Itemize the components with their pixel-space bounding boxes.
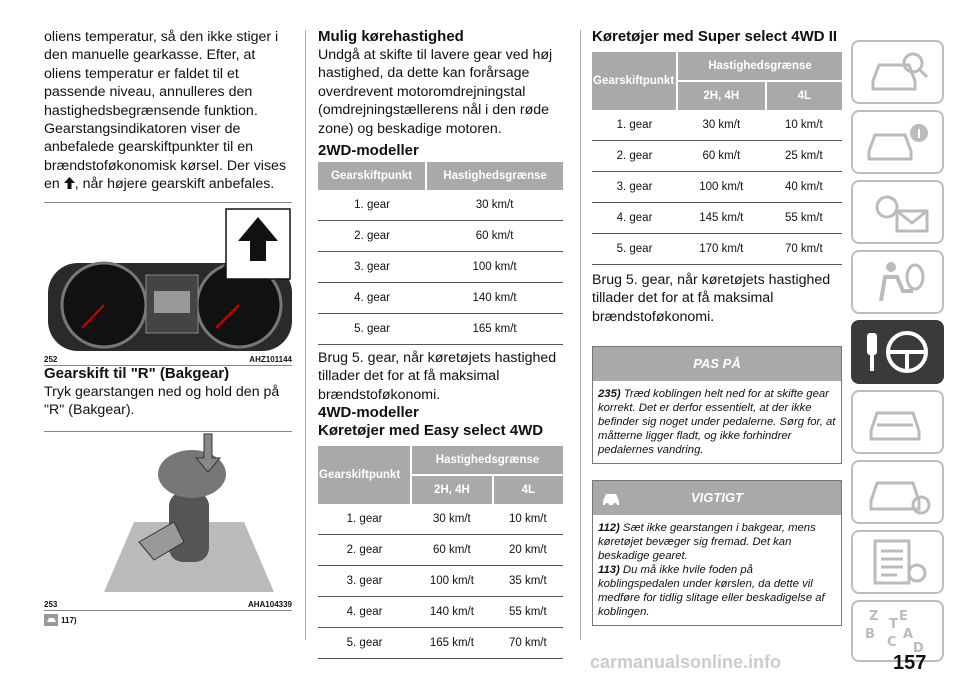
table-row	[592, 172, 842, 203]
table-2wd-body	[318, 190, 563, 345]
table-row	[318, 190, 563, 221]
table-cell: 5. gear	[318, 314, 426, 345]
table-cell: 3. gear	[318, 566, 411, 597]
reverse-paragraph: Tryk gearstangen ned og hold den på "R" (Bakgear).	[44, 383, 280, 419]
table-cell: 3. gear	[318, 252, 426, 283]
car-info-icon	[863, 117, 933, 167]
column-divider	[580, 30, 581, 640]
seat-airbag-icon	[863, 257, 933, 307]
tab-warning-lights[interactable]	[851, 180, 944, 244]
table-row	[318, 252, 563, 283]
table-cell: 145 km/t	[677, 203, 766, 234]
table-cell: 60 km/t	[426, 221, 563, 252]
figure-number: 253	[44, 600, 58, 610]
table-cell: 100 km/t	[677, 172, 766, 203]
figure-gear-lever	[44, 431, 292, 608]
table-cell: 140 km/t	[426, 283, 563, 314]
car-service-icon	[863, 467, 933, 517]
table-row	[592, 203, 842, 234]
economy-note: Brug 5. gear, når køretøjets hastighed tillader det for at få maksimal brændstoføkonomi.	[318, 350, 557, 403]
table-subheader-4l: 4L	[766, 81, 842, 110]
upshift-arrow-icon	[64, 177, 75, 189]
alphabet-index-icon	[863, 606, 933, 656]
gear-lever-image	[44, 432, 292, 598]
table-cell: 1. gear	[318, 504, 411, 535]
car-breakdown-icon	[863, 397, 933, 447]
figure-code: AHA104339	[247, 600, 292, 610]
table-cell: 3. gear	[592, 172, 677, 203]
svg-text:B: B	[864, 627, 875, 642]
table-cell: 100 km/t	[426, 252, 563, 283]
tab-maintenance[interactable]	[851, 460, 944, 524]
table-row	[318, 597, 563, 628]
svg-text:Z: Z	[868, 609, 878, 624]
table-cell: 55 km/t	[766, 203, 842, 234]
tab-car-overview[interactable]	[851, 40, 944, 104]
instrument-cluster-image	[44, 203, 292, 353]
caution-body	[593, 381, 841, 463]
svg-text:C: C	[886, 635, 897, 650]
important-box	[592, 480, 842, 626]
important-number: 113)	[598, 564, 620, 577]
table-cell: 140 km/t	[411, 597, 493, 628]
figure-reference	[44, 614, 292, 626]
table-cell: 55 km/t	[493, 597, 563, 628]
table-cell: 5. gear	[318, 628, 411, 659]
figure-number: 252	[44, 354, 58, 364]
table-cell: 100 km/t	[411, 566, 493, 597]
figure-instrument-cluster	[44, 202, 292, 363]
table-cell: 2. gear	[318, 221, 426, 252]
sub-heading-2wd: 2WD-modeller	[318, 142, 419, 160]
table-row	[318, 283, 563, 314]
table-subheader-2h-4h: 2H, 4H	[677, 81, 766, 110]
tab-technical-data[interactable]	[851, 530, 944, 594]
tab-car-info[interactable]	[851, 110, 944, 174]
svg-text:D: D	[912, 641, 924, 656]
important-header	[593, 481, 841, 515]
caution-box	[592, 346, 842, 464]
caution-text: Træd koblingen helt ned for at skifte gear korrekt. Det er derfor essentielt, at der ikke befinder sig noget under pedalerne. Sørg for, at måtterne ligger fladt, og ikke forhindrer pedalernes vandring.	[598, 388, 836, 457]
table-row	[318, 566, 563, 597]
intro-text-end: , når højere gearskift anbefales.	[74, 176, 275, 193]
car-search-icon	[863, 47, 933, 97]
tab-starting-driving[interactable]	[851, 320, 944, 384]
important-number: 112)	[598, 522, 620, 535]
table-cell: 25 km/t	[766, 141, 842, 172]
table-row	[318, 221, 563, 252]
section-heading-reverse: Gearskift til "R" (Bakgear)	[44, 364, 230, 382]
table-header-speed-limit: Hastighedsgrænse	[411, 446, 563, 475]
table-cell: 60 km/t	[677, 141, 766, 172]
intro-text: oliens temperatur, så den ikke stiger i den manuelle gearkasse. Efter, at oliens temperatur er faldet til et passende niveau, annulleres den hastighedsbegrænsende funktion. Gearstangsindikatoren viser de anbefalede gearskiftpunkter til en brændstoføkonomisk kørsel. Der vises en	[44, 29, 287, 193]
reference-number: 117)	[61, 615, 77, 625]
table-cell: 30 km/t	[677, 110, 766, 141]
table-cell: 30 km/t	[426, 190, 563, 221]
svg-text:A: A	[902, 627, 913, 642]
table-easy-select	[318, 446, 563, 659]
table-row	[592, 234, 842, 265]
table-header-shift-point: Gearskiftpunkt	[318, 162, 426, 190]
caution-header	[593, 347, 841, 381]
table-super-select	[592, 52, 842, 265]
table-cell: 20 km/t	[493, 535, 563, 566]
section-heading-speed: Mulig kørehastighed	[318, 28, 464, 45]
figure-caption	[44, 355, 292, 366]
table-row	[592, 141, 842, 172]
table-cell: 70 km/t	[766, 234, 842, 265]
checklist-icon	[863, 537, 933, 587]
tab-emergency[interactable]	[851, 390, 944, 454]
table-cell: 30 km/t	[411, 504, 493, 535]
table-cell: 2. gear	[318, 535, 411, 566]
warning-light-mail-icon	[863, 187, 933, 237]
important-text: Du må ikke hvile foden på koblingspedalen under kørslen, da dette vil medføre for tidlig slitage eller beskadigelse af koblingen.	[598, 564, 825, 619]
key-steering-icon	[863, 327, 933, 377]
table-cell: 10 km/t	[493, 504, 563, 535]
important-body	[593, 515, 841, 625]
svg-text:T: T	[888, 617, 898, 632]
table-cell: 165 km/t	[411, 628, 493, 659]
table-row	[318, 314, 563, 345]
column-3	[592, 28, 842, 626]
table-cell: 170 km/t	[677, 234, 766, 265]
speed-paragraph: Undgå at skifte til lavere gear ved høj hastighed, da dette kan forårsage overdrevent motoromdrejningstal (omdrejningstællerens nål i den røde zone) og beskadige motoren.	[318, 47, 553, 137]
caution-title: PAS PÅ	[693, 356, 741, 372]
table-2wd	[318, 162, 563, 345]
important-text: Sæt ikke gearstangen i bakgear, mens køretøjet bevæger sig fremad. Det kan beskadige gearet.	[598, 522, 816, 563]
table-super-select-body	[592, 110, 842, 265]
figure-caption	[44, 600, 292, 611]
page-number: 157	[893, 652, 927, 674]
table-easy-select-body	[318, 504, 563, 659]
table-cell: 4. gear	[592, 203, 677, 234]
table-cell: 40 km/t	[766, 172, 842, 203]
table-subheader-4l: 4L	[493, 475, 563, 504]
caution-number: 235)	[598, 388, 621, 401]
table-row	[318, 535, 563, 566]
car-warning-icon	[44, 614, 58, 626]
tab-safety[interactable]	[851, 250, 944, 314]
table-row	[318, 504, 563, 535]
figure-code: AHZ101144	[249, 354, 292, 364]
table-cell: 4. gear	[318, 283, 426, 314]
table-cell: 4. gear	[318, 597, 411, 628]
important-title: VIGTIGT	[691, 490, 743, 506]
table-header-shift-point: Gearskiftpunkt	[318, 446, 411, 504]
table-cell: 10 km/t	[766, 110, 842, 141]
svg-text:E: E	[898, 609, 908, 624]
table-header-shift-point: Gearskiftpunkt	[592, 52, 677, 110]
car-damage-icon	[601, 489, 621, 507]
table-cell: 1. gear	[318, 190, 426, 221]
table-cell: 165 km/t	[426, 314, 563, 345]
table-cell: 35 km/t	[493, 566, 563, 597]
column-2	[318, 28, 563, 659]
table-row	[592, 110, 842, 141]
table-header-speed-limit: Hastighedsgrænse	[426, 162, 563, 190]
column-1	[44, 28, 292, 626]
table-cell: 5. gear	[592, 234, 677, 265]
intro-paragraph	[44, 28, 292, 194]
column-divider	[305, 30, 306, 640]
watermark: carmanualsonline.info	[590, 652, 782, 672]
sub-heading-easy-select: Køretøjer med Easy select 4WD	[318, 422, 544, 440]
table-cell: 60 km/t	[411, 535, 493, 566]
economy-note: Brug 5. gear, når køretøjets hastighed tillader det for at få maksimal brændstoføkonomi.	[592, 272, 831, 325]
sub-heading-4wd: 4WD-modeller	[318, 404, 419, 422]
table-row	[318, 628, 563, 659]
table-cell: 2. gear	[592, 141, 677, 172]
table-cell: 70 km/t	[493, 628, 563, 659]
table-header-speed-limit: Hastighedsgrænse	[677, 52, 842, 81]
table-cell: 1. gear	[592, 110, 677, 141]
table-subheader-2h-4h: 2H, 4H	[411, 475, 493, 504]
section-heading-super-select: Køretøjer med Super select 4WD II	[592, 28, 838, 45]
